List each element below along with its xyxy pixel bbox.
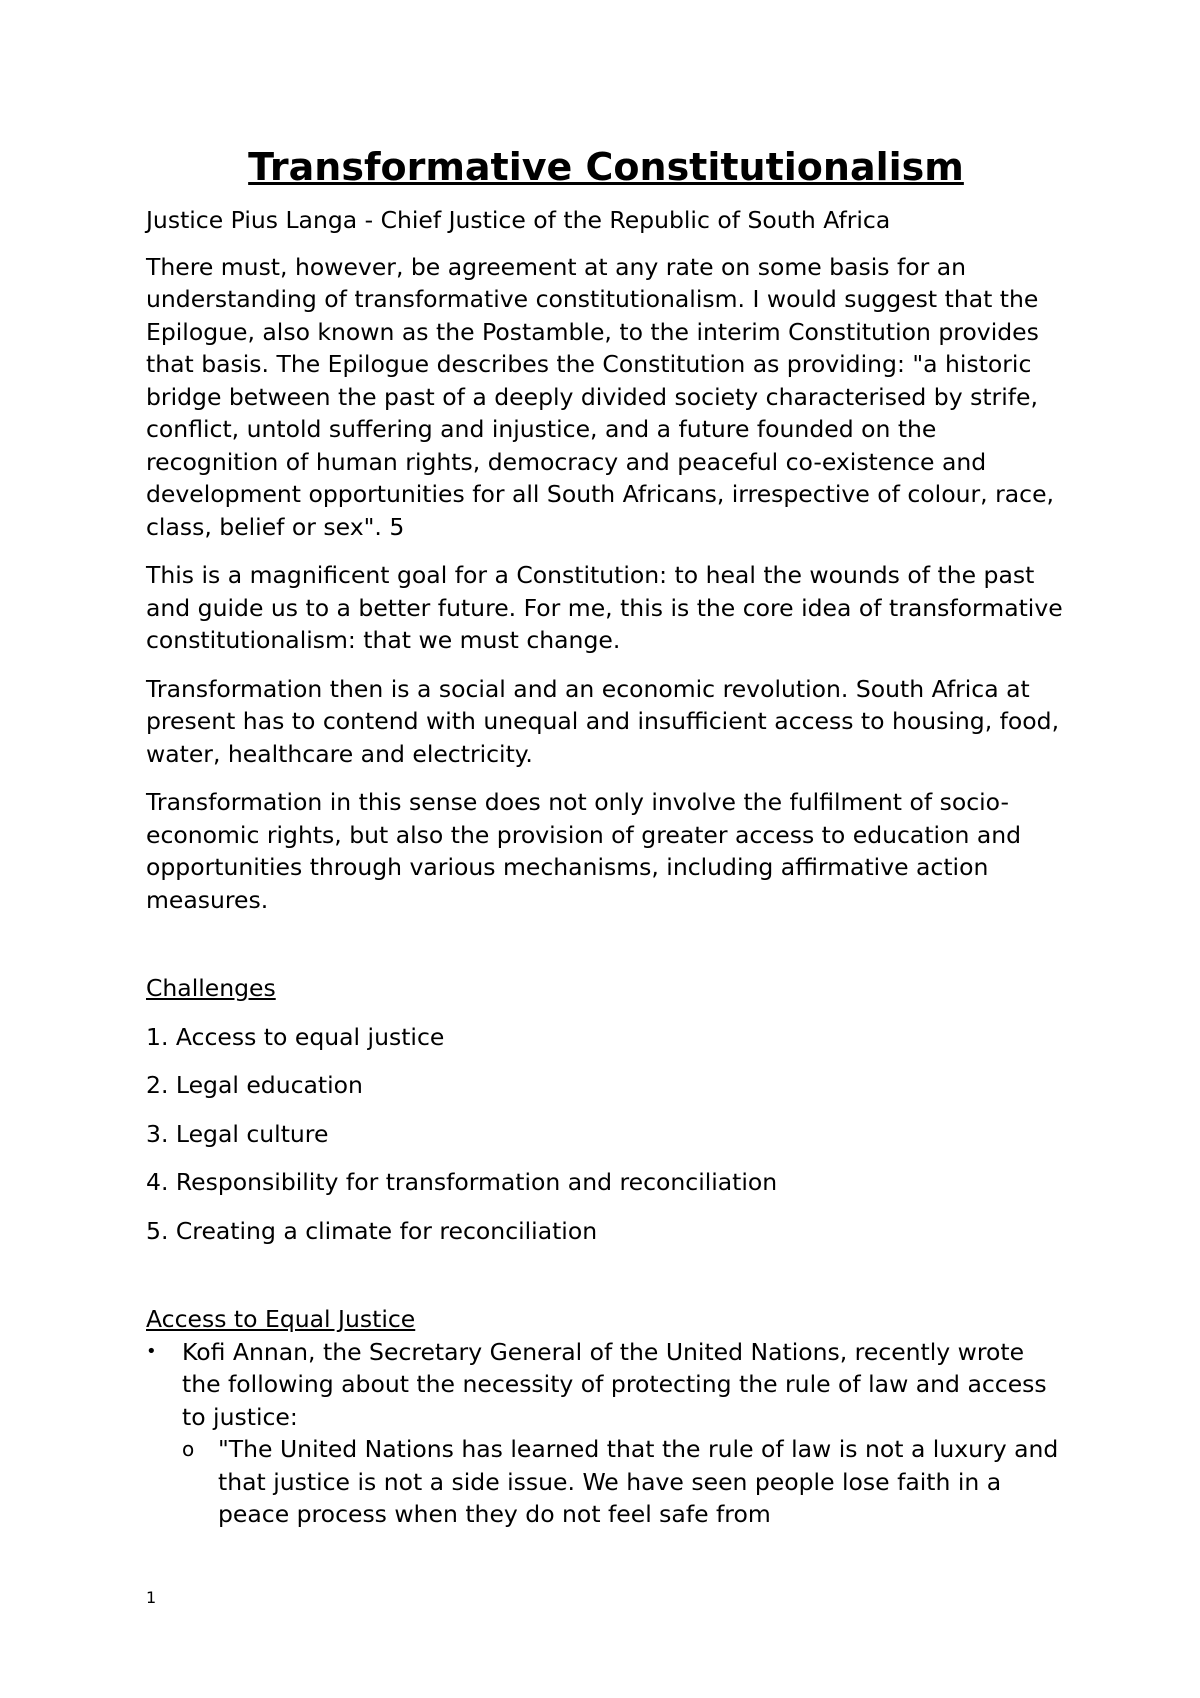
list-item: 5. Creating a climate for reconciliation: [146, 1216, 598, 1245]
bullet-icon: •: [146, 1340, 157, 1362]
document-page: [146, 140, 1066, 1531]
challenges-list: [146, 1021, 1066, 1248]
list-item: 4. Responsibility for transformation and reconciliation: [146, 1168, 778, 1196]
sub-bullet-text: "The United Nations has learned that the rule of law is not a luxury and that justice is not a side issue. We have seen people lose faith in a peace process when they do not feel safe from: [218, 1435, 1059, 1528]
list-item: 1. Access to equal justice: [146, 1022, 445, 1051]
challenges-heading: Challenges: [146, 974, 276, 1002]
document-title: Transformative Constitutionalism: [248, 145, 964, 189]
list-item: 3. Legal culture: [146, 1119, 329, 1148]
circle-bullet-icon: o: [182, 1437, 195, 1461]
paragraph-epilogue: There must, however, be agreement at any rate on some basis for an understanding of transformative constitutionalism. I would suggest that the Epilogue, also known as the Postamble, to the interim Constitution provides that basis. The Epilogue describes the Constitution as providing: "a historic bridge between the past of a deeply divided society characterised by strife, conflict, untold suffering and injustice, and a future founded on the recognition of human rights, democracy and peaceful co-existence and development opportunities for all South Africans, irrespective of colour, race, class, belief or sex". 5: [146, 252, 1054, 541]
paragraph-socio-economic: Transformation in this sense does not only involve the fulfilment of socio-economic rights, but also the provision of greater access to education and opportunities through various mechanisms, including affirmative action measures.: [146, 788, 1022, 914]
bullet-text: Kofi Annan, the Secretary General of the United Nations, recently wrote the following about the necessity of protecting the rule of law and access to justice:: [182, 1337, 1047, 1431]
page-number: 1: [146, 1588, 157, 1607]
sub-bullet-item: [182, 1433, 1066, 1531]
paragraph-revolution: Transformation then is a social and an economic revolution. South Africa at present has to contend with unequal and insufficient access to housing, food, water, healthcare and electricity.: [146, 674, 1060, 768]
bullet-item: [146, 1336, 1066, 1434]
paragraph-goal: This is a magnificent goal for a Constitution: to heal the wounds of the past and guide us to a better future. For me, this is the core idea of transformative constitutionalism: that we must change.: [146, 561, 1063, 654]
list-item: 2. Legal education: [146, 1071, 363, 1099]
access-heading: Access to Equal Justice: [146, 1305, 416, 1333]
author-line: Justice Pius Langa - Chief Justice of the Republic of South Africa: [146, 206, 891, 234]
